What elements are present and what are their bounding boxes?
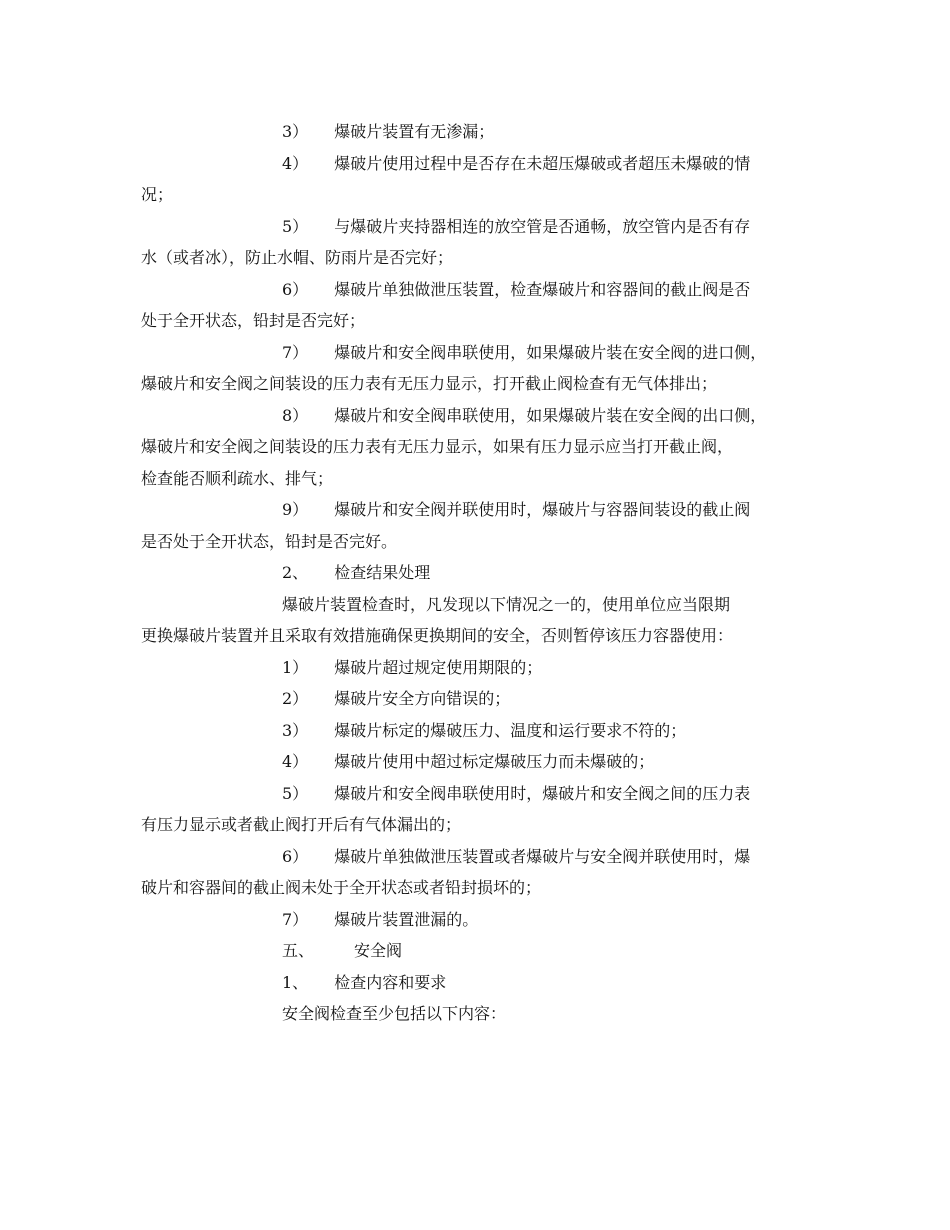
item-number: 6） [282,279,309,299]
line-text: 安全阀检查至少包括以下内容： [282,1004,507,1023]
line-text: 更换爆破片装置并且采取有效措施确保更换期间的安全，否则暂停该压力容器使用： [141,626,734,645]
text-line [141,904,811,936]
line-text: 爆破片使用中超过标定爆破压力而未爆破的； [334,752,655,771]
line-text: 爆破片和安全阀并联使用时，爆破片与容器间装设的截止阀 [334,500,751,519]
text-line [141,841,811,873]
item-number: 2） [282,689,309,708]
line-text: 破片和容器间的截止阀未处于全开状态或者铅封损坏的； [141,878,542,897]
line-text: 安全阀 [354,941,403,960]
text-line [141,116,811,148]
line-text: 爆破片装置泄漏的。 [334,909,479,929]
text-line [141,746,811,778]
item-number: 3） [282,122,309,141]
text-line [141,652,811,684]
item-number: 4） [282,153,309,173]
item-number: 8） [282,405,309,425]
line-text: 爆破片标定的爆破压力、温度和运行要求不符的； [334,720,687,740]
line-text: 爆破片和安全阀之间装设的压力表有无压力显示，打开截止阀检查有无气体排出； [141,374,718,393]
line-text: 检查内容和要求 [334,972,447,992]
text-line [141,935,811,967]
text-line [141,998,811,1030]
line-text: 处于全开状态，铅封是否完好； [141,311,366,330]
text-line [141,557,811,589]
line-text: 爆破片装置有无渗漏； [334,122,495,141]
text-line [141,337,811,369]
text-line [141,431,811,463]
text-line [141,368,811,400]
line-text: 况； [141,185,174,204]
text-line [141,809,811,841]
text-line [141,148,811,180]
text-line [141,494,811,526]
item-number: 5） [282,216,309,236]
text-line [141,778,811,810]
line-text: 有压力显示或者截止阀打开后有气体漏出的； [141,815,462,834]
text-line [141,463,811,495]
line-text: 爆破片安全方向错误的； [334,689,511,708]
line-text: 爆破片和安全阀串联使用，如果爆破片装在安全阀的出口侧， [334,405,767,425]
text-line [141,305,811,337]
text-line [141,715,811,747]
item-number: 7） [282,342,309,362]
line-text: 与爆破片夹持器相连的放空管是否通畅，放空管内是否有存 [334,216,751,236]
line-text: 爆破片和安全阀串联使用时，爆破片和安全阀之间的压力表 [334,783,751,803]
item-number: 4） [282,752,309,771]
text-line [141,211,811,243]
line-text: 爆破片使用过程中是否存在未超压爆破或者超压未爆破的情 [334,153,751,173]
item-number: 5） [282,783,309,803]
line-text: 爆破片装置检查时，凡发现以下情况之一的，使用单位应当限期 [282,594,731,614]
text-line [141,589,811,621]
text-line [141,967,811,999]
text-line [141,620,811,652]
text-line [141,179,811,211]
line-text: 爆破片单独做泄压装置，检查爆破片和容器间的截止阀是否 [334,279,751,299]
text-line [141,400,811,432]
line-text: 爆破片和安全阀之间装设的压力表有无压力显示，如果有压力显示应当打开截止阀， [141,437,734,456]
item-number: 1、 [282,972,309,992]
text-line [141,872,811,904]
line-text: 爆破片和安全阀串联使用，如果爆破片装在安全阀的进口侧， [334,342,767,362]
document-body [141,116,811,1030]
text-line [141,274,811,306]
text-line [141,526,811,558]
item-number: 6） [282,846,309,866]
item-number: 7） [282,909,309,929]
line-text: 检查结果处理 [334,563,431,582]
line-text: 爆破片单独做泄压装置或者爆破片与安全阀并联使用时，爆 [334,846,751,866]
item-number: 2、 [282,563,309,582]
item-number: 五、 [282,941,315,960]
item-number: 9） [282,500,309,519]
item-number: 3） [282,720,309,740]
text-line [141,242,811,274]
line-text: 爆破片超过规定使用期限的； [334,657,543,677]
line-text: 检查能否顺利疏水、排气； [141,468,334,488]
line-text: 水（或者冰），防止水帽、防雨片是否完好； [141,248,454,267]
text-line [141,683,811,715]
line-text: 是否处于全开状态，铅封是否完好。 [141,531,398,551]
item-number: 1） [282,657,309,677]
